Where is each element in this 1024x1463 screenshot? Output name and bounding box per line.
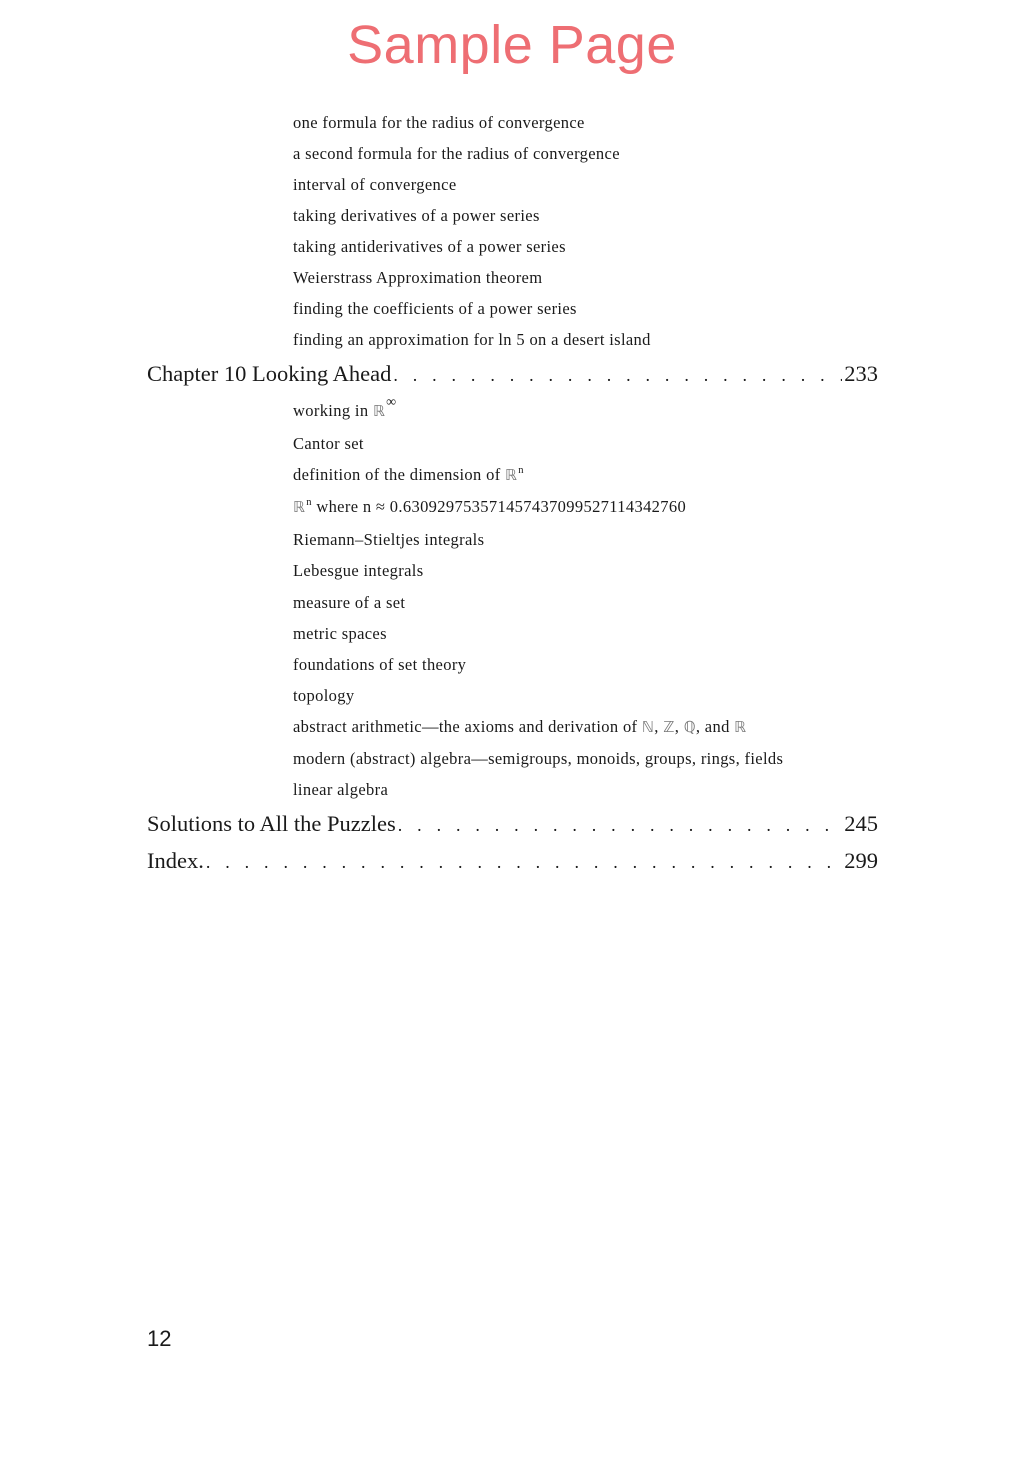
toc-subitem: metric spaces bbox=[293, 624, 387, 643]
toc-entry-page: 233 bbox=[844, 361, 878, 386]
rationals-symbol: ℚ bbox=[683, 718, 696, 736]
toc-subitem bbox=[293, 395, 397, 423]
toc-subitem bbox=[293, 497, 686, 520]
toc-subitem: taking antiderivatives of a power series bbox=[293, 237, 566, 256]
toc-subitem bbox=[293, 465, 524, 488]
subitem-text: where n ≈ 0.630929753571457437099527114342760 bbox=[311, 497, 687, 516]
separator: , bbox=[654, 717, 664, 736]
real-numbers-symbol: ℝ bbox=[372, 402, 386, 420]
subitem-text: working in bbox=[293, 401, 373, 420]
toc-subitem: Cantor set bbox=[293, 434, 364, 453]
real-numbers-symbol: ℝ bbox=[505, 466, 518, 484]
dot-leader bbox=[393, 361, 842, 389]
sample-page-watermark: Sample Page bbox=[347, 15, 677, 75]
toc-entry-title: Chapter 10 Looking Ahead bbox=[147, 361, 392, 386]
dot-leader bbox=[206, 848, 842, 876]
toc-subitem: Lebesgue integrals bbox=[293, 561, 424, 580]
toc-subitem: finding an approximation for ln 5 on a desert island bbox=[293, 330, 651, 349]
toc-entry-title: Index. bbox=[147, 848, 204, 873]
toc-entry-title: Solutions to All the Puzzles bbox=[147, 811, 396, 836]
toc-subitem bbox=[293, 717, 746, 737]
toc-subitem: interval of convergence bbox=[293, 175, 457, 194]
toc-subitem: taking derivatives of a power series bbox=[293, 206, 540, 225]
toc-subitem: foundations of set theory bbox=[293, 655, 467, 674]
superscript: ∞ bbox=[386, 395, 397, 410]
toc-subitem: modern (abstract) algebra—semigroups, monoids, groups, rings, fields bbox=[293, 749, 784, 768]
toc-entry-solutions bbox=[147, 810, 878, 839]
page-number: 12 bbox=[147, 1326, 172, 1351]
toc-subitem: one formula for the radius of convergence bbox=[293, 113, 585, 132]
toc-subitem: Riemann–Stieltjes integrals bbox=[293, 530, 485, 549]
toc-subitem: finding the coefficients of a power series bbox=[293, 299, 577, 318]
toc-subitem: linear algebra bbox=[293, 780, 389, 799]
toc-entry-chapter-10 bbox=[147, 360, 878, 389]
toc-subitem: topology bbox=[293, 686, 355, 705]
separator: , bbox=[674, 717, 684, 736]
toc-subitem: Weierstrass Approximation theorem bbox=[293, 268, 543, 287]
real-numbers-symbol: ℝ bbox=[293, 498, 306, 516]
real-numbers-symbol: ℝ bbox=[734, 718, 747, 736]
toc-entry-index bbox=[147, 847, 878, 876]
subitem-text: abstract arithmetic—the axioms and derivation of bbox=[293, 717, 642, 736]
natural-numbers-symbol: ℕ bbox=[641, 718, 655, 736]
dot-leader bbox=[398, 811, 842, 839]
superscript: n bbox=[518, 465, 524, 476]
superscript: n bbox=[306, 497, 312, 508]
toc-subitem: measure of a set bbox=[293, 593, 406, 612]
toc-subitem: a second formula for the radius of convergence bbox=[293, 144, 620, 163]
separator: , and bbox=[695, 717, 735, 736]
toc-entry-page: 299 bbox=[844, 848, 878, 873]
subitem-text: definition of the dimension of bbox=[293, 465, 506, 484]
integers-symbol: ℤ bbox=[663, 718, 675, 736]
toc-entry-page: 245 bbox=[844, 811, 878, 836]
